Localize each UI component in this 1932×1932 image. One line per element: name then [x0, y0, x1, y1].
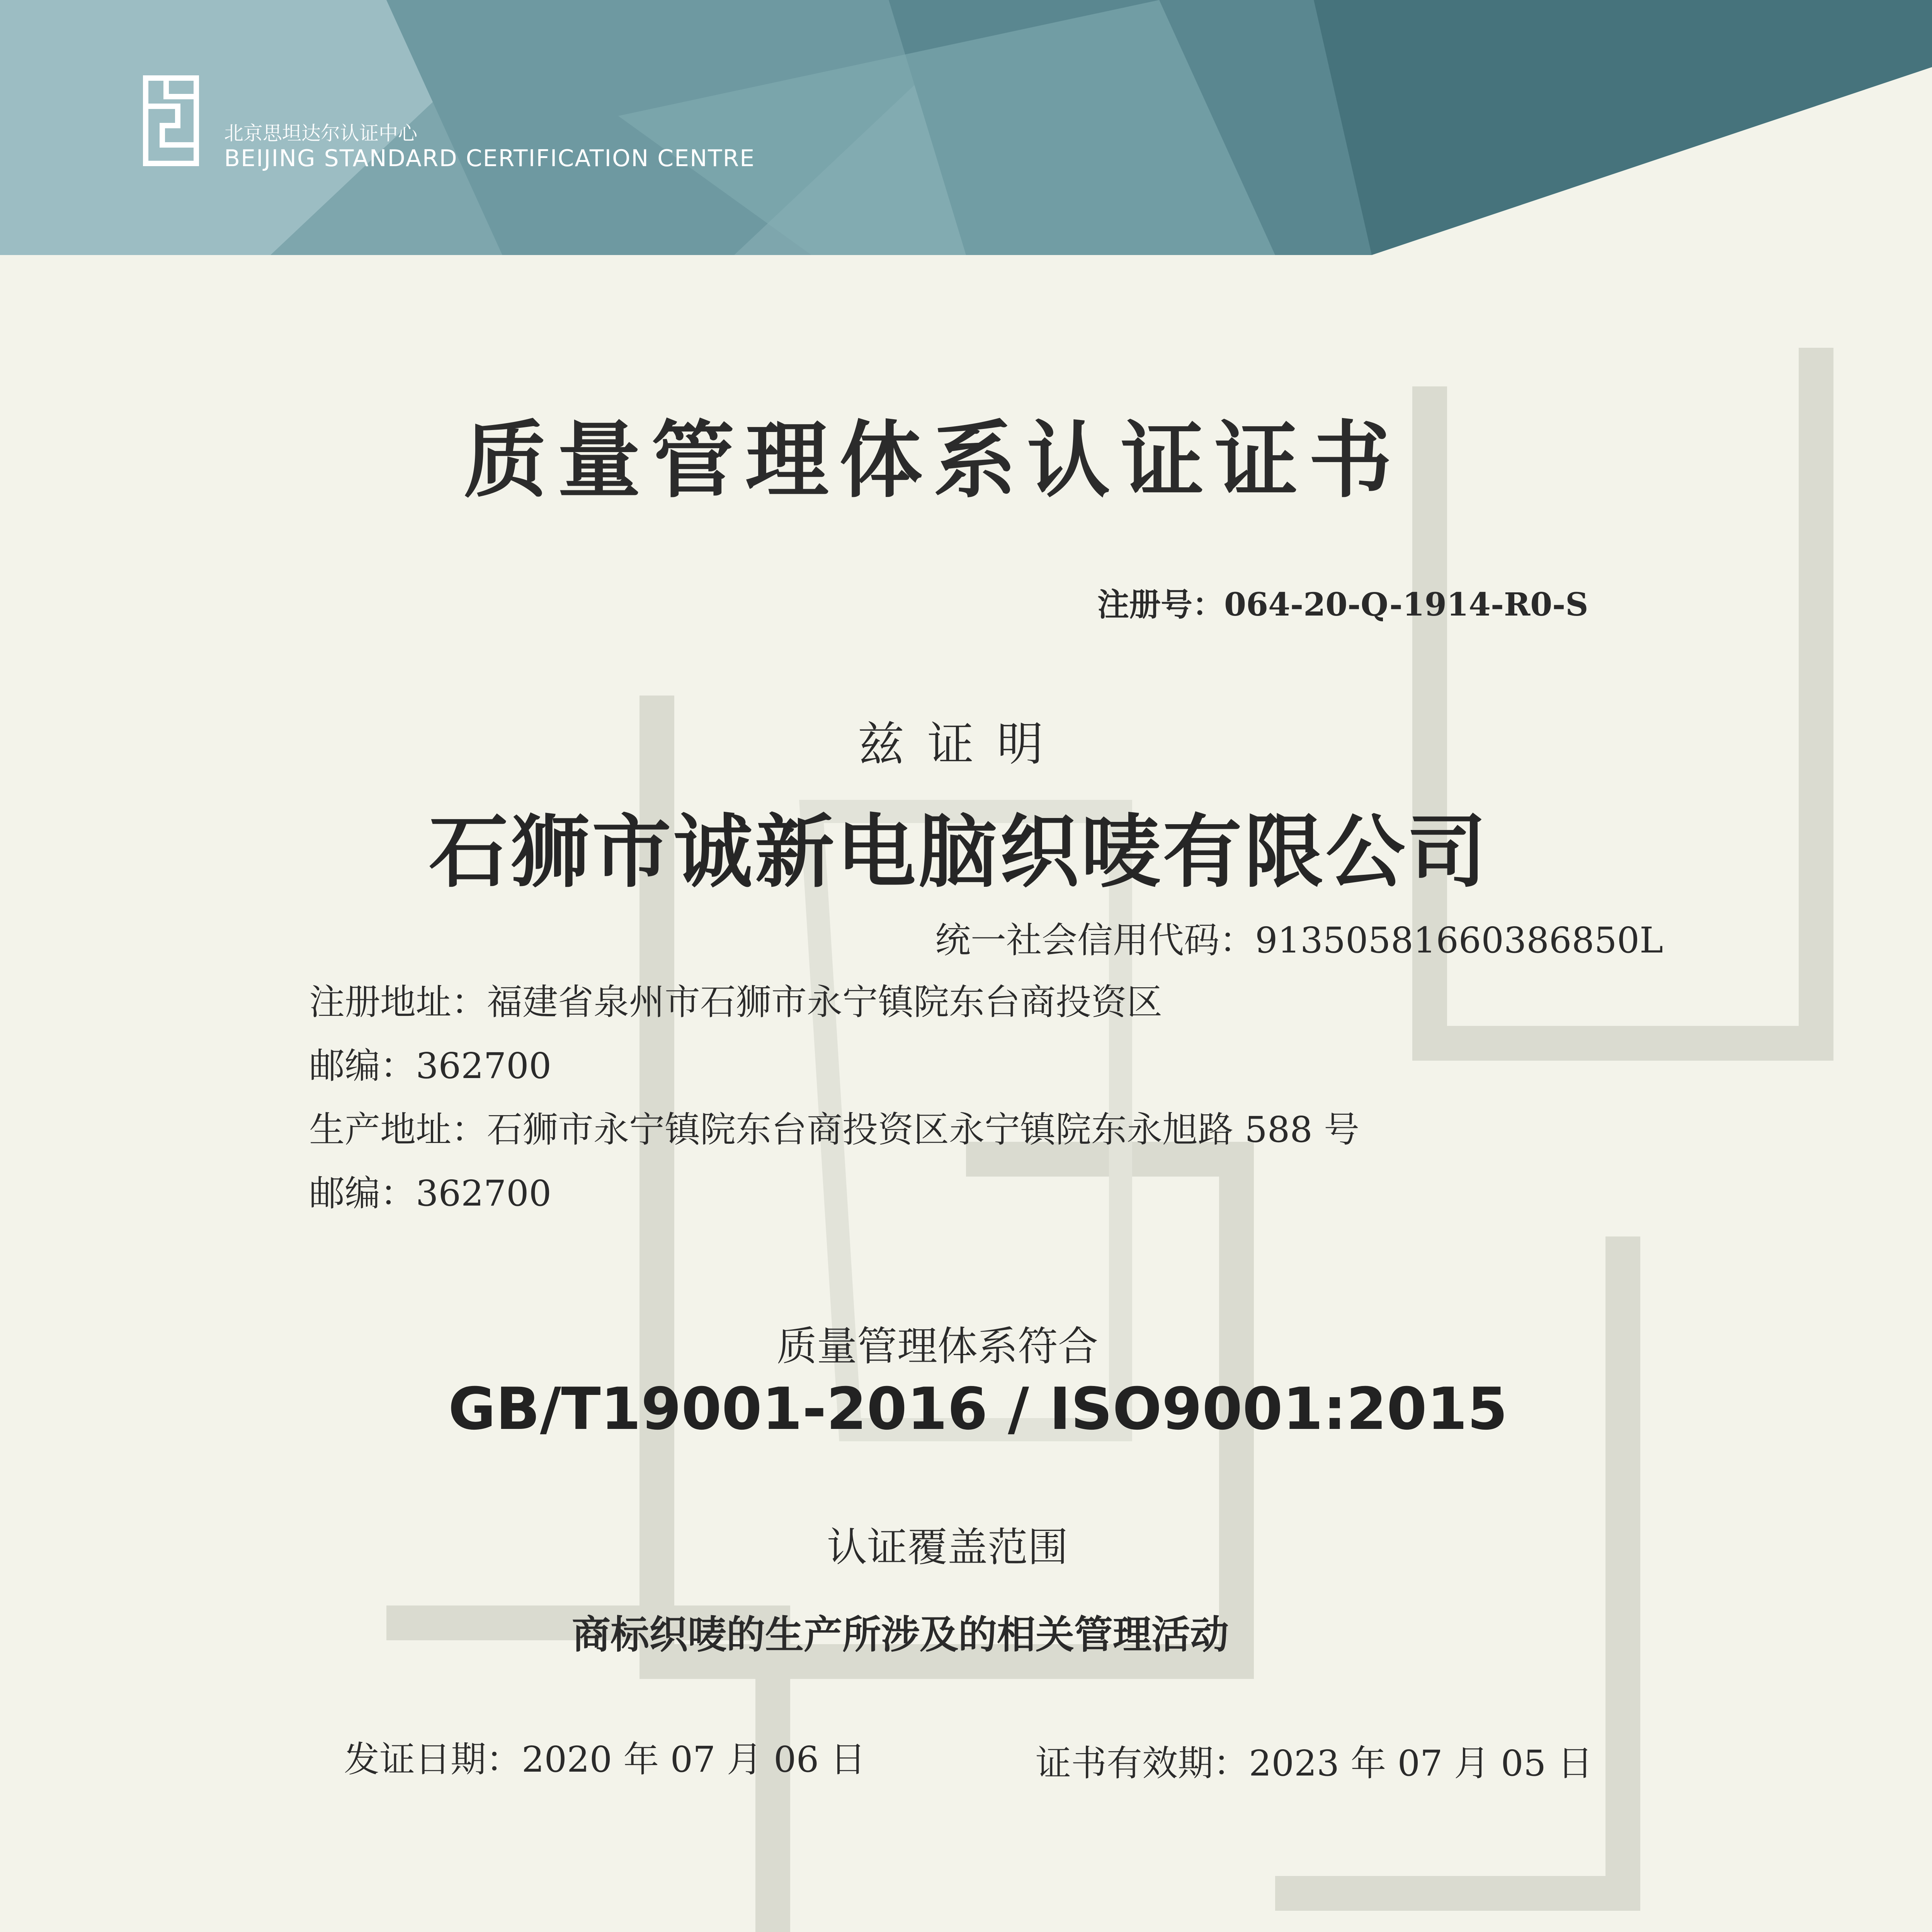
expiry-date: 证书有效期：2023 年 07 月 05 日 — [1036, 1743, 1593, 1784]
company-name: 石狮市诚新电脑织唛有限公司 — [429, 806, 1489, 898]
credit-code: 统一社会信用代码：91350581660386850L — [935, 920, 1663, 961]
hereby-certify: 兹证明 — [858, 718, 1066, 771]
issue-date: 发证日期：2020 年 07 月 06 日 — [344, 1739, 866, 1780]
registered-postcode: 邮编：362700 — [309, 1045, 552, 1087]
org-name-en: BEIJING STANDARD CERTIFICATION CENTRE — [224, 145, 755, 172]
certification-scope: 商标织唛的生产所涉及的相关管理活动 — [572, 1612, 1229, 1657]
scope-label: 认证覆盖范围 — [827, 1524, 1068, 1571]
certificate-title: 质量管理体系认证证书 — [464, 411, 1403, 509]
standard-code: GB/T19001-2016 / ISO9001:2015 — [448, 1376, 1508, 1443]
production-address: 生产地址：石狮市永宁镇院东台商投资区永宁镇院东永旭路 588 号 — [309, 1109, 1360, 1150]
centre-logo-icon — [143, 75, 199, 166]
production-postcode: 邮编：362700 — [309, 1173, 552, 1214]
registration-number: 注册号：064-20-Q-1914-R0-S — [1097, 586, 1588, 623]
conformity-label: 质量管理体系符合 — [777, 1323, 1099, 1370]
org-name-cn: 北京思坦达尔认证中心 — [224, 122, 417, 145]
registered-address: 注册地址：福建省泉州市石狮市永宁镇院东台商投资区 — [309, 981, 1163, 1023]
